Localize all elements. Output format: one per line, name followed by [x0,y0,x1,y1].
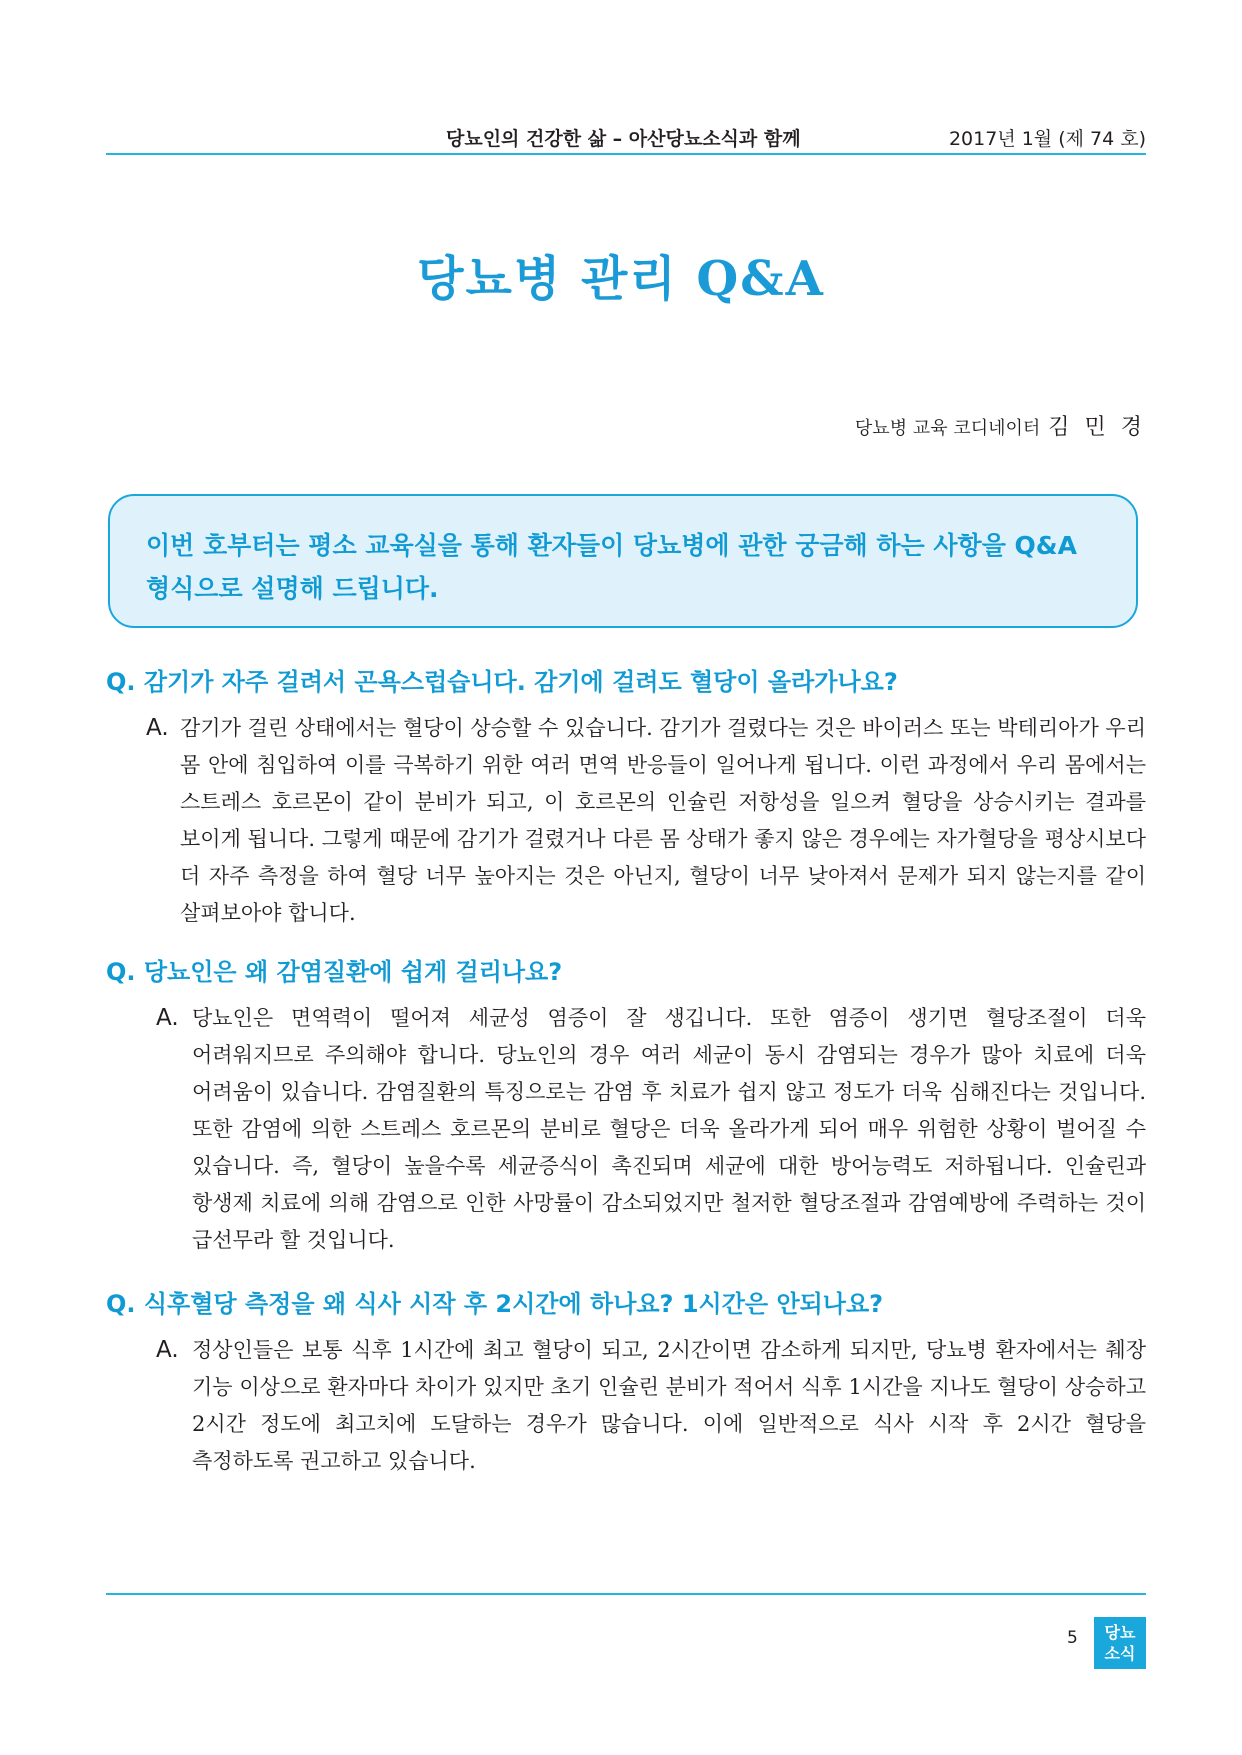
header-divider [106,153,1146,155]
badge-line: 소식 [1104,1644,1136,1663]
running-header [106,124,1146,150]
footer-divider [106,1593,1146,1595]
author-line [855,410,1146,441]
newsletter-badge [1094,1617,1146,1669]
answer-text: 당뇨인은 면역력이 떨어져 세균성 염증이 잘 생깁니다. 또한 염증이 생기면 혈당조절이 더욱 어려워지므로 주의해야 합니다. 당뇨인의 경우 여러 세균이 동시 감염되는 경우가 많아 치료에 더욱 어려움이 있습니다. 감염질환의 특징으로는 감염 후 치료가 쉽지 않고 정도가 더욱 심해진다는 것입니다. 또한 감염에 의한 스트레스 호르몬의 분비로 혈당은 더욱 올라가게 되어 매우 위험한 상황이 벌어질 수 있습니다. 즉, 혈당이 높을수록 세균증식이 촉진되며 세균에 대한 방어능력도 저하됩니다. 인슐린과 항생제 치료에 의해 감염으로 인한 사망률이 감소되었지만 철저한 혈당조절과 감염예방에 주력하는 것이 급선무라 할 것입니다. [192,1006,1146,1252]
answer [106,1332,1146,1480]
page-title: 당뇨병 관리 Q&A [417,251,825,307]
badge-line: 당뇨 [1104,1623,1136,1642]
answer-mark: A. [156,1005,179,1031]
answer [106,710,1146,932]
page-number: 5 [1067,1628,1078,1648]
answer-mark: A. [156,1337,179,1363]
question: Q. 당뇨인은 왜 감염질환에 쉽게 걸리나요? [106,958,563,986]
question: Q. 식후혈당 측정을 왜 식사 시작 후 2시간에 하나요? 1시간은 안되나요? [106,1290,884,1318]
answer-mark: A. [146,715,169,741]
issue-label: 2017년 1월 (제 74 호) [948,128,1146,150]
intro-text: 이번 호부터는 평소 교육실을 통해 환자들이 당뇨병에 관한 궁금해 하는 사항을 Q&A 형식으로 설명해 드립니다. [146,531,1077,603]
author-name: 김 민 경 [1048,415,1146,440]
intro-box [108,494,1138,628]
answer [106,1000,1146,1259]
question: Q. 감기가 자주 걸려서 곤욕스럽습니다. 감기에 걸려도 혈당이 올라가나요? [106,668,898,696]
qa-item [106,1288,1146,1480]
answer-text: 감기가 걸린 상태에서는 혈당이 상승할 수 있습니다. 감기가 걸렸다는 것은 바이러스 또는 박테리아가 우리 몸 안에 침입하여 이를 극복하기 위한 여러 면역 반응들이 일어나게 됩니다. 이런 과정에서 우리 몸에서는 스트레스 호르몬이 같이 분비가 되고, 이 호르몬의 인슐린 저항성을 일으켜 혈당을 상승시키는 결과를 보이게 됩니다. 그렇게 때문에 감기가 걸렸거나 다른 몸 상태가 좋지 않은 경우에는 자가혈당을 평상시보다 더 자주 측정을 하여 혈당 너무 높아지는 것은 아닌지, 혈당이 너무 낮아져서 문제가 되지 않는지를 같이 살펴보아야 합니다. [180,716,1146,925]
qa-item [106,666,1146,932]
qa-item [106,956,1146,1259]
newsletter-title: 당뇨인의 건강한 삶 – 아산당뇨소식과 함께 [446,128,801,150]
author-role: 당뇨병 교육 코디네이터 [854,418,1041,439]
answer-text: 정상인들은 보통 식후 1시간에 최고 혈당이 되고, 2시간이면 감소하게 되지만, 당뇨병 환자에서는 췌장 기능 이상으로 환자마다 차이가 있지만 초기 인슐린 분비가 적어서 식후 1시간을 지나도 혈당이 상승하고 2시간 정도에 최고치에 도달하는 경우가 많습니다. 이에 일반적으로 식사 시작 후 2시간 혈당을 측정하도록 권고하고 있습니다. [192,1338,1146,1473]
